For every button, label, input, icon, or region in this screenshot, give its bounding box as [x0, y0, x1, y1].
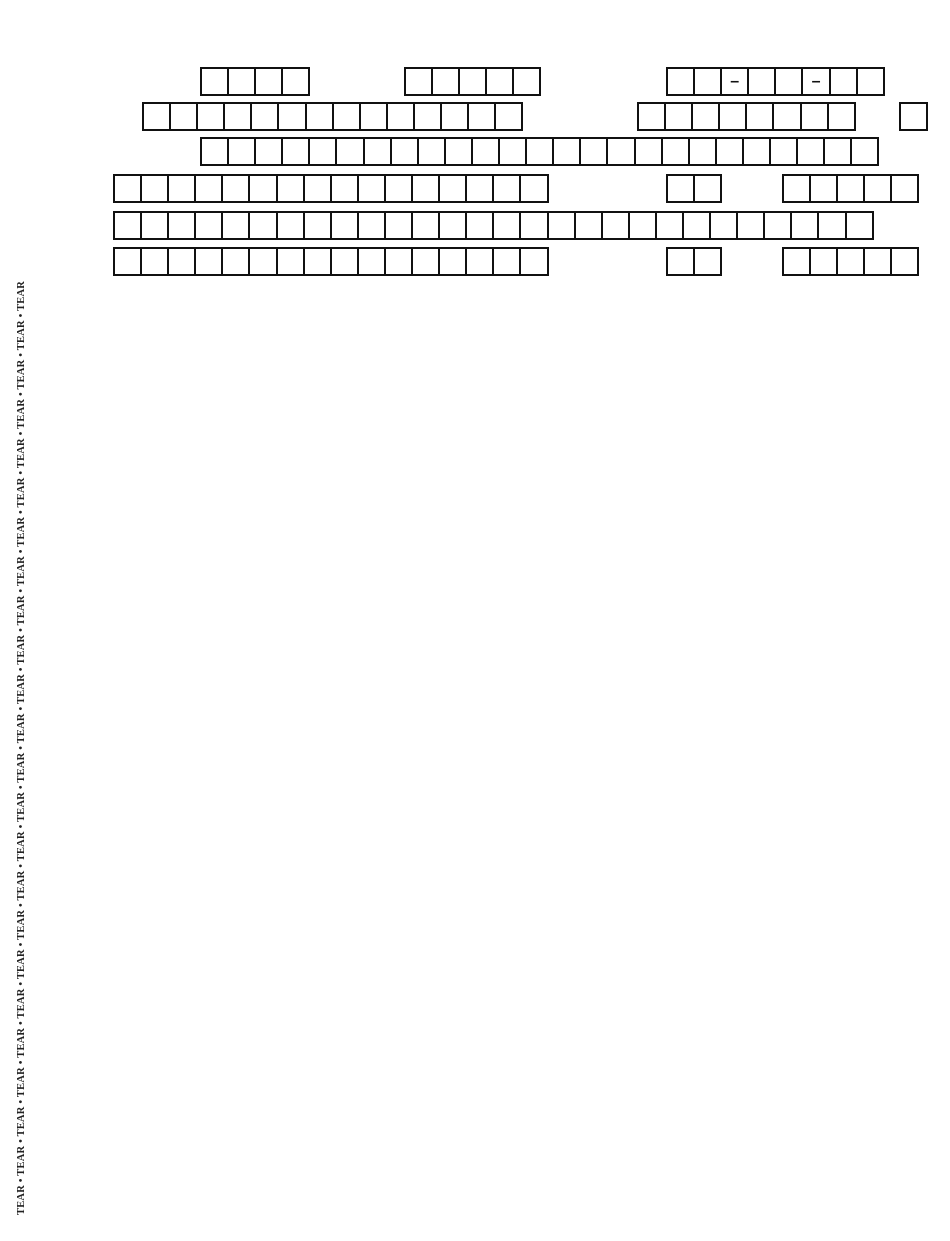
- field-row3-a-box[interactable]: [579, 137, 608, 166]
- field-row5-a-box[interactable]: [519, 211, 548, 240]
- field-row5-a-box[interactable]: [790, 211, 819, 240]
- field-row6-a-box[interactable]: [248, 247, 277, 276]
- field-row5-a-box[interactable]: [817, 211, 846, 240]
- field-row4-a-box[interactable]: [140, 174, 169, 203]
- field-row3-a[interactable]: [200, 137, 877, 166]
- field-row3-a-box[interactable]: [471, 137, 500, 166]
- field-row4-c-box[interactable]: [809, 174, 838, 203]
- field-row2-a-box[interactable]: [196, 102, 225, 131]
- field-row6-a-box[interactable]: [140, 247, 169, 276]
- field-row2-b-box[interactable]: [637, 102, 666, 131]
- field-row1-date-box[interactable]: [666, 67, 695, 96]
- field-row4-a-box[interactable]: [248, 174, 277, 203]
- field-row1-a-box[interactable]: [254, 67, 283, 96]
- field-row1-a[interactable]: [200, 67, 308, 96]
- field-row1-b-box[interactable]: [404, 67, 433, 96]
- field-row6-b-box[interactable]: [693, 247, 722, 276]
- field-row3-a-box[interactable]: [688, 137, 717, 166]
- field-row4-a[interactable]: [113, 174, 547, 203]
- field-row4-a-box[interactable]: [411, 174, 440, 203]
- field-row6-c[interactable]: [782, 247, 917, 276]
- field-row3-a-box[interactable]: [254, 137, 283, 166]
- field-row2-a-box[interactable]: [332, 102, 361, 131]
- field-row4-b-box[interactable]: [693, 174, 722, 203]
- field-row1-b-box[interactable]: [485, 67, 514, 96]
- field-row4-a-box[interactable]: [113, 174, 142, 203]
- field-row6-a-box[interactable]: [330, 247, 359, 276]
- field-row5-a-box[interactable]: [628, 211, 657, 240]
- field-row5-a[interactable]: [113, 211, 872, 240]
- field-row3-a-box[interactable]: [823, 137, 852, 166]
- field-row6-a-box[interactable]: [167, 247, 196, 276]
- field-row5-a-box[interactable]: [167, 211, 196, 240]
- field-row5-a-box[interactable]: [709, 211, 738, 240]
- field-row1-date-box[interactable]: [856, 67, 885, 96]
- field-row5-a-box[interactable]: [194, 211, 223, 240]
- field-row1-date-box[interactable]: [774, 67, 803, 96]
- field-row4-a-box[interactable]: [465, 174, 494, 203]
- field-row1-date-box[interactable]: –: [801, 67, 830, 96]
- field-row3-a-box[interactable]: [715, 137, 744, 166]
- field-row6-a-box[interactable]: [303, 247, 332, 276]
- field-row4-b-box[interactable]: [666, 174, 695, 203]
- field-row5-a-box[interactable]: [682, 211, 711, 240]
- field-row2-a-box[interactable]: [386, 102, 415, 131]
- field-row4-a-box[interactable]: [194, 174, 223, 203]
- field-row3-a-box[interactable]: [444, 137, 473, 166]
- field-row3-a-box[interactable]: [552, 137, 581, 166]
- field-row2-b-box[interactable]: [745, 102, 774, 131]
- field-row5-a-box[interactable]: [330, 211, 359, 240]
- field-row6-c-box[interactable]: [863, 247, 892, 276]
- field-row3-a-box[interactable]: [308, 137, 337, 166]
- field-row5-a-box[interactable]: [574, 211, 603, 240]
- field-row6-a-box[interactable]: [113, 247, 142, 276]
- field-row2-a-box[interactable]: [440, 102, 469, 131]
- field-row4-a-box[interactable]: [330, 174, 359, 203]
- field-row3-a-box[interactable]: [363, 137, 392, 166]
- field-row2-a-box[interactable]: [359, 102, 388, 131]
- field-row4-a-box[interactable]: [303, 174, 332, 203]
- field-row5-a-box[interactable]: [221, 211, 250, 240]
- field-row5-a-box[interactable]: [303, 211, 332, 240]
- field-row1-b[interactable]: [404, 67, 539, 96]
- field-row5-a-box[interactable]: [276, 211, 305, 240]
- field-row6-c-box[interactable]: [890, 247, 919, 276]
- field-row4-a-box[interactable]: [276, 174, 305, 203]
- field-row2-b[interactable]: [637, 102, 854, 131]
- field-row2-a-box[interactable]: [467, 102, 496, 131]
- field-row6-b[interactable]: [666, 247, 720, 276]
- field-row2-b-box[interactable]: [800, 102, 829, 131]
- field-row3-a-box[interactable]: [227, 137, 256, 166]
- field-row4-c[interactable]: [782, 174, 917, 203]
- field-row3-a-box[interactable]: [390, 137, 419, 166]
- field-row1-date-box[interactable]: [829, 67, 858, 96]
- field-row2-a-box[interactable]: [142, 102, 171, 131]
- field-row2-a-box[interactable]: [494, 102, 523, 131]
- field-row3-a-box[interactable]: [769, 137, 798, 166]
- field-row4-a-box[interactable]: [492, 174, 521, 203]
- field-row4-a-box[interactable]: [221, 174, 250, 203]
- field-row5-a-box[interactable]: [655, 211, 684, 240]
- field-row3-a-box[interactable]: [661, 137, 690, 166]
- field-row2-c-box[interactable]: [899, 102, 928, 131]
- field-row6-a-box[interactable]: [438, 247, 467, 276]
- field-row6-a-box[interactable]: [465, 247, 494, 276]
- field-row1-b-box[interactable]: [458, 67, 487, 96]
- field-row2-a-box[interactable]: [305, 102, 334, 131]
- field-row4-c-box[interactable]: [836, 174, 865, 203]
- field-row2-c[interactable]: [899, 102, 926, 131]
- field-row5-a-box[interactable]: [763, 211, 792, 240]
- field-row3-a-box[interactable]: [498, 137, 527, 166]
- field-row5-a-box[interactable]: [140, 211, 169, 240]
- field-row6-c-box[interactable]: [809, 247, 838, 276]
- field-row2-b-box[interactable]: [827, 102, 856, 131]
- field-row2-b-box[interactable]: [772, 102, 801, 131]
- field-row6-a-box[interactable]: [492, 247, 521, 276]
- field-row4-b[interactable]: [666, 174, 720, 203]
- field-row4-c-box[interactable]: [863, 174, 892, 203]
- field-row6-a-box[interactable]: [519, 247, 548, 276]
- field-row2-a-box[interactable]: [250, 102, 279, 131]
- field-row5-a-box[interactable]: [113, 211, 142, 240]
- field-row1-b-box[interactable]: [512, 67, 541, 96]
- field-row5-a-box[interactable]: [248, 211, 277, 240]
- field-row4-a-box[interactable]: [167, 174, 196, 203]
- field-row4-a-box[interactable]: [357, 174, 386, 203]
- tear-strip: TEAR • TEAR • TEAR • TEAR • TEAR • TEAR • TEAR • TEAR • TEAR • TEAR • TEAR • TEAR • TEAR • TEAR • TEAR • TEAR • TEAR • TEAR • TEAR • TEAR • TEAR • TEAR • TEAR • TEAR: [16, 280, 27, 1215]
- field-row4-a-box[interactable]: [519, 174, 548, 203]
- field-row5-a-box[interactable]: [547, 211, 576, 240]
- field-row4-a-box[interactable]: [384, 174, 413, 203]
- field-row4-c-box[interactable]: [782, 174, 811, 203]
- field-row3-a-box[interactable]: [525, 137, 554, 166]
- field-row5-a-box[interactable]: [492, 211, 521, 240]
- field-row3-a-box[interactable]: [742, 137, 771, 166]
- field-row3-a-box[interactable]: [281, 137, 310, 166]
- field-row4-a-box[interactable]: [438, 174, 467, 203]
- field-row3-a-box[interactable]: [335, 137, 364, 166]
- field-row1-b-box[interactable]: [431, 67, 460, 96]
- field-row1-date[interactable]: [666, 67, 883, 96]
- field-row5-a-box[interactable]: [411, 211, 440, 240]
- field-row1-date-box[interactable]: [693, 67, 722, 96]
- field-row3-a-box[interactable]: [634, 137, 663, 166]
- field-row2-a[interactable]: [142, 102, 521, 131]
- field-row6-a-box[interactable]: [276, 247, 305, 276]
- field-row3-a-box[interactable]: [606, 137, 635, 166]
- field-row5-a-box[interactable]: [438, 211, 467, 240]
- field-row2-a-box[interactable]: [413, 102, 442, 131]
- field-row3-a-box[interactable]: [796, 137, 825, 166]
- field-row6-c-box[interactable]: [782, 247, 811, 276]
- field-row3-a-box[interactable]: [850, 137, 879, 166]
- field-row6-a-box[interactable]: [384, 247, 413, 276]
- field-row1-date-box[interactable]: [747, 67, 776, 96]
- field-row5-a-box[interactable]: [601, 211, 630, 240]
- field-row6-a-box[interactable]: [221, 247, 250, 276]
- field-row3-a-box[interactable]: [200, 137, 229, 166]
- field-row2-b-box[interactable]: [691, 102, 720, 131]
- field-row6-b-box[interactable]: [666, 247, 695, 276]
- field-row2-a-box[interactable]: [277, 102, 306, 131]
- field-row6-a-box[interactable]: [411, 247, 440, 276]
- field-row5-a-box[interactable]: [465, 211, 494, 240]
- field-row1-a-box[interactable]: [227, 67, 256, 96]
- field-row4-c-box[interactable]: [890, 174, 919, 203]
- field-row2-a-box[interactable]: [169, 102, 198, 131]
- field-row5-a-box[interactable]: [845, 211, 874, 240]
- field-row6-c-box[interactable]: [836, 247, 865, 276]
- field-row6-a[interactable]: [113, 247, 547, 276]
- field-row6-a-box[interactable]: [357, 247, 386, 276]
- field-row5-a-box[interactable]: [736, 211, 765, 240]
- field-row5-a-box[interactable]: [384, 211, 413, 240]
- field-row3-a-box[interactable]: [417, 137, 446, 166]
- field-row1-a-box[interactable]: [200, 67, 229, 96]
- field-row2-b-box[interactable]: [718, 102, 747, 131]
- field-row1-a-box[interactable]: [281, 67, 310, 96]
- field-row2-a-box[interactable]: [223, 102, 252, 131]
- field-row6-a-box[interactable]: [194, 247, 223, 276]
- field-row2-b-box[interactable]: [664, 102, 693, 131]
- field-row5-a-box[interactable]: [357, 211, 386, 240]
- field-row1-date-box[interactable]: –: [720, 67, 749, 96]
